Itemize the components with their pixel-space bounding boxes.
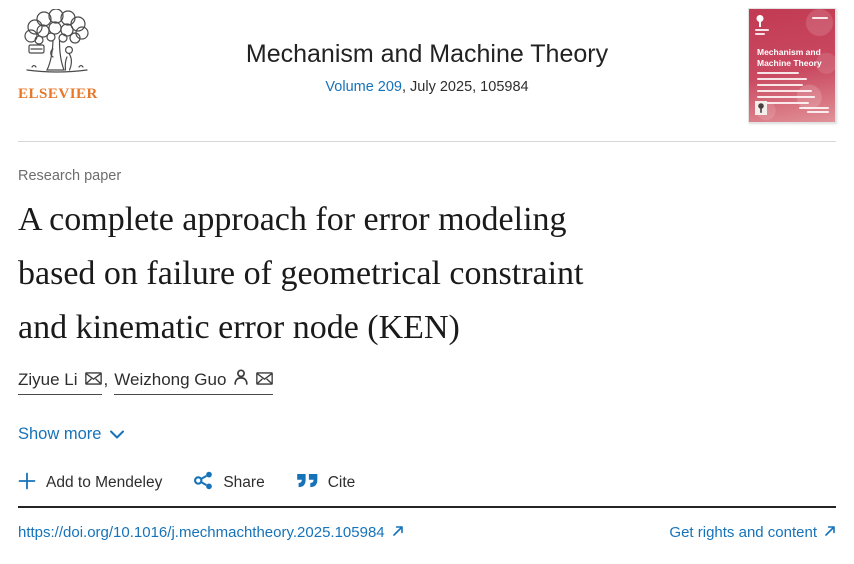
author-name: Weizhong Guo: [114, 369, 227, 389]
external-link-icon: [392, 524, 404, 541]
show-more-label: Show more: [18, 425, 102, 443]
cover-issue-bar: [755, 29, 769, 31]
author-separator: ,: [103, 369, 109, 389]
show-more-button[interactable]: [18, 425, 124, 444]
volume-issue-line: [120, 79, 734, 95]
cover-journal-title: Mechanism and Machine Theory: [757, 47, 822, 69]
cover-topic-line: [757, 72, 799, 74]
external-link-icon: [824, 524, 836, 541]
cover-sciencedirect-bar: [799, 107, 829, 109]
author-name: Ziyue Li: [18, 369, 78, 389]
share-label: Share: [223, 474, 265, 491]
author-link-weizhong-guo[interactable]: [114, 369, 273, 395]
volume-link[interactable]: Volume 209: [325, 79, 402, 95]
cover-topic-line: [757, 78, 807, 80]
elsevier-logo[interactable]: [18, 9, 96, 103]
article-title-line: and kinematic error node (KEN): [18, 309, 460, 346]
corresponding-author-icon: [233, 369, 249, 390]
article-title-line: based on failure of geometrical constraint: [18, 255, 584, 292]
share-button[interactable]: [194, 471, 264, 495]
add-to-mendeley-label: Add to Mendeley: [46, 474, 163, 491]
header-divider: [18, 141, 836, 142]
journal-meta: [120, 40, 734, 95]
doi-link[interactable]: [18, 524, 404, 541]
action-bar: [18, 471, 355, 495]
cover-elsevier-box-logo: [755, 101, 767, 115]
cover-topic-line: [757, 84, 803, 86]
cover-topic-line: [757, 90, 812, 92]
email-icon: [256, 370, 273, 390]
author-link-ziyue-li[interactable]: [18, 370, 102, 395]
doi-rights-row: [18, 524, 836, 541]
cover-issue-bar: [755, 33, 765, 35]
get-rights-text: Get rights and content: [669, 524, 817, 541]
chevron-down-icon: [110, 425, 124, 444]
cover-sciencedirect-bar: [807, 111, 829, 113]
cover-issue-bar: [812, 17, 828, 19]
issue-info-text: , July 2025, 105984: [402, 79, 529, 95]
cite-label: Cite: [327, 474, 356, 491]
article-title: [18, 193, 824, 355]
author-list: [18, 369, 273, 395]
share-icon: [194, 471, 213, 495]
elsevier-wordmark: ELSEVIER: [18, 86, 98, 102]
get-rights-link[interactable]: [669, 524, 836, 541]
email-icon: [85, 370, 102, 390]
cite-quote-icon: [297, 473, 318, 493]
add-to-mendeley-button[interactable]: [18, 472, 162, 495]
journal-cover-thumbnail[interactable]: [748, 8, 836, 123]
cite-button[interactable]: [297, 473, 356, 493]
plus-icon: [18, 472, 36, 495]
article-title-line: A complete approach for error modeling: [18, 201, 567, 238]
elsevier-tree-icon: [19, 9, 95, 84]
cover-topic-line: [757, 96, 815, 98]
doi-text: https://doi.org/10.1016/j.mechmachtheory.2025.105984: [18, 524, 385, 541]
article-type-label: Research paper: [18, 168, 122, 184]
journal-title-link[interactable]: Mechanism and Machine Theory: [245, 40, 609, 68]
bottom-divider: [18, 506, 836, 508]
